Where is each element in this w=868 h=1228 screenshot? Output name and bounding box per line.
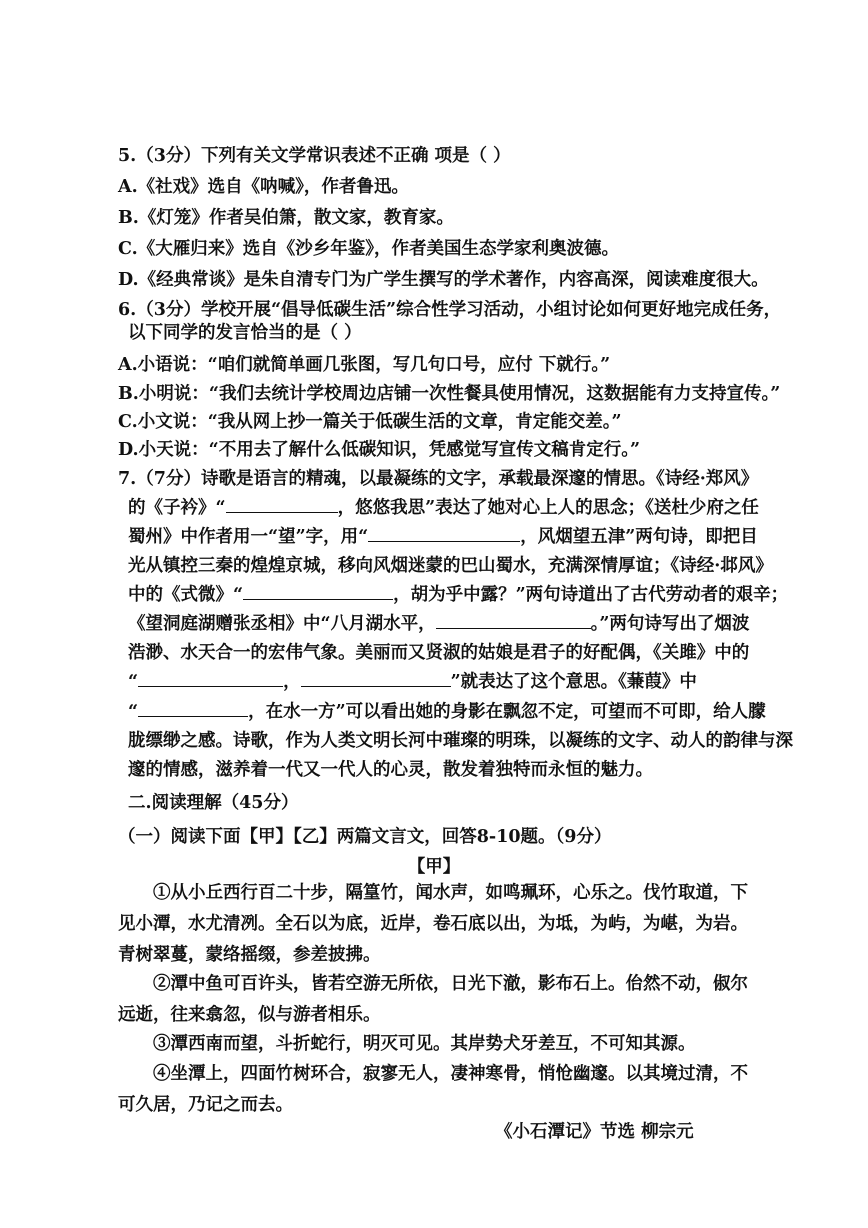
q5-option-b: B.《灯笼》作者吴伯箫，散文家，教育家。 [118,208,454,228]
answer-blank[interactable] [436,614,591,629]
passage-source: 《小石潭记》节选 柳宗元 [495,1122,694,1142]
q7-text: ，在水一方”可以看出她的身影在飘忽不定，可望而不可即，给人朦 [248,702,766,722]
q6-stem: 6.（3分）学校开展“倡导低碳生活”综合性学习活动，小组讨论如何更好地完成任务， [118,300,782,320]
passage-paragraph-2: ②潭中鱼可百许头，皆若空游无所依，日光下澈，影布石上。佁然不动，俶尔远逝，往来翕忽，似与游者相乐。 [118,974,748,1025]
q5-option-c: C.《大雁归来》选自《沙乡年鉴》，作者美国生态学家利奥波德。 [118,239,619,259]
q7-text: ， [283,672,301,692]
q7-text: ，胡为乎中露？”两句诗道出了古代劳动者的艰辛； [393,585,789,605]
answer-blank[interactable] [243,585,393,600]
q7-line-3 [128,527,758,548]
q7-text: “ [128,702,139,722]
passage-paragraph-1: ①从小丘西行百二十步，隔篁竹，闻水声，如鸣珮环，心乐之。伐竹取道，下见小潭，水尤清冽。全石以为底，近岸，卷石底以出，为坻，为屿，为嵁，为岩。青树翠蔓，蒙络摇缀，参差披拂。 [118,883,748,965]
q7-text: 中的《式微》“ [128,585,244,605]
answer-blank[interactable] [138,672,283,687]
q7-line-2 [128,498,759,519]
q7-line-1: 7.（7分）诗歌是语言的精魂，以最凝练的文字，承载最深邃的情思。《诗经·郑风》 [118,469,759,489]
q7-text: 《望洞庭湖赠张丞相》中“八月湖水平， [128,614,436,634]
q7-text: 的《子衿》“ [128,498,226,518]
q5-option-d: D.《经典常谈》是朱自清专门为广学生撰写的学术著作，内容高深，阅读难度很大。 [118,270,769,290]
q7-text: ，悠悠我思”表达了她对心上人的思念；《送杜少府之任 [337,498,759,518]
q6-option-a: A.小语说：“咱们就简单画几张图，写几句口号，应付 下就行。” [118,355,611,375]
q6-option-d: D.小天说：“不用去了解什么低碳知识，凭感觉写宣传文稿肯定行。” [118,440,641,460]
q7-line-5 [128,585,788,606]
passage-label-jia: 【甲】 [407,857,461,877]
passage-paragraph-4: ④坐潭上，四面竹树环合，寂寥无人，凄神寒骨，悄怆幽邃。以其境过清，不可久居，乃记之而去。 [118,1064,748,1115]
answer-blank[interactable] [226,498,338,513]
passage-paragraph-3: ③潭西南而望，斗折蛇行，明灭可见。其岸势犬牙差互，不可知其源。 [153,1034,696,1054]
q5-option-a: A.《社戏》选自《呐喊》，作者鲁迅。 [118,177,409,197]
q7-line-8 [128,672,697,693]
q6-option-b: B.小明说：“我们去统计学校周边店铺一次性餐具使用情况，这数据能有力支持宣传。” [118,384,781,404]
q7-text: ”就表达了这个意思。《蒹葭》中 [450,672,697,692]
q7-line-6 [128,614,749,635]
section-title: 二.阅读理解（45分） [128,793,299,813]
q7-line-9 [128,702,766,723]
q6-option-c: C.小文说：“我从网上抄一篇关于低碳生活的文章，肯定能交差。” [118,412,622,432]
q7-text: ，风烟望五津”两句诗，即把目 [520,527,758,547]
q7-line-11: 邃的情感，滋养着一代又一代人的心灵，散发着独特而永恒的魅力。 [128,760,653,780]
answer-blank[interactable] [138,702,248,717]
q7-line-7: 浩渺、水天合一的宏伟气象。美丽而又贤淑的姑娘是君子的好配偶，《关雎》中的 [128,643,750,663]
q7-text: “ [128,672,139,692]
q6-stem-line2: 以下同学的发言恰当的是（ ） [128,323,362,343]
section-subtitle: （一）阅读下面【甲】【乙】两篇文言文，回答8-10题。（9分） [118,827,612,847]
q7-line-4: 光从镇控三秦的煌煌京城，移向风烟迷蒙的巴山蜀水，充满深情厚谊；《诗经·邶风》 [128,556,773,576]
answer-blank[interactable] [301,672,451,687]
q7-text: 。”两句诗写出了烟波 [590,614,750,634]
q5-stem: 5.（3分）下列有关文学常识表述不正确 项是（ ） [118,146,511,166]
q7-line-10: 胧缥缈之感。诗歌，作为人类文明长河中璀璨的明珠，以凝练的文字、动人的韵律与深 [128,731,793,751]
q7-text: 蜀州》中作者用一“望”字，用“ [128,527,369,547]
answer-blank[interactable] [368,527,520,542]
